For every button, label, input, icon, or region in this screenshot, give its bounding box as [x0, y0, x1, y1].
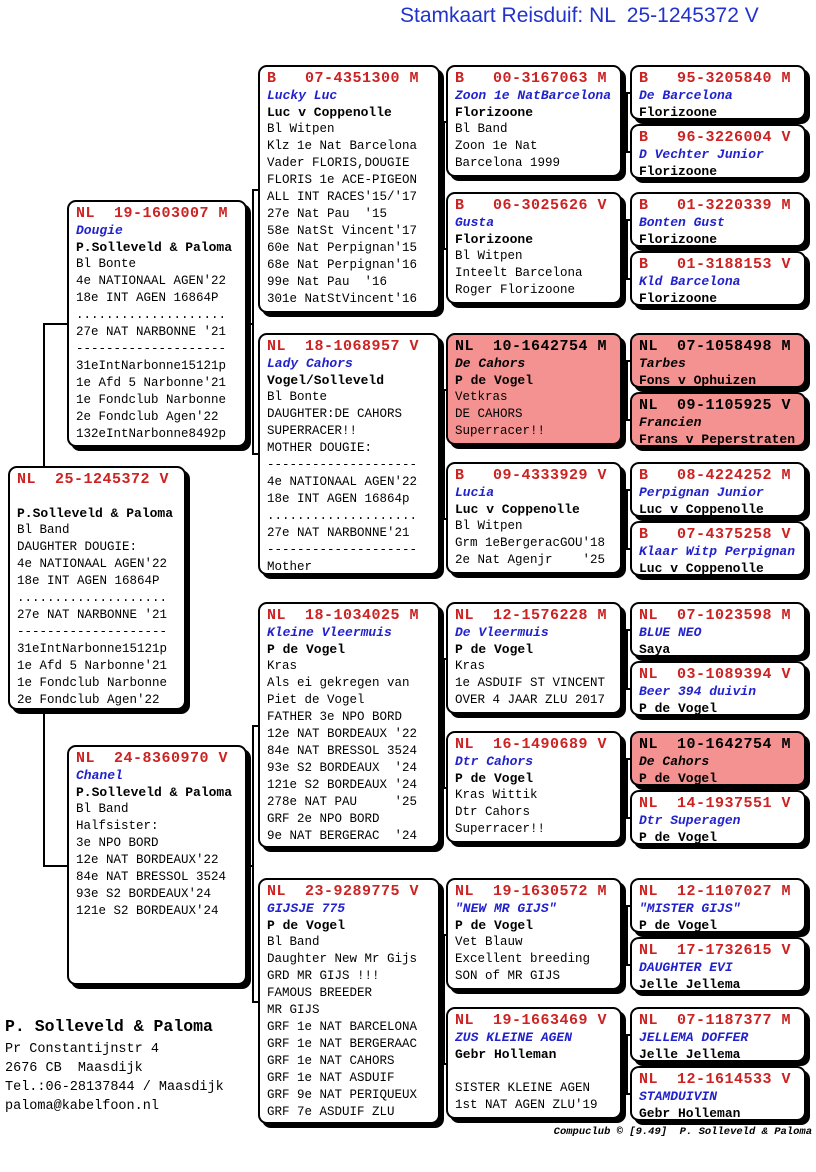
- note-line: 68e Nat Perpignan'16: [267, 258, 418, 272]
- pigeon-name: De Cahors: [455, 356, 526, 371]
- note-line: 1st NAT AGEN ZLU'19: [455, 1098, 598, 1112]
- note-line: 301e NatStVincent'16: [267, 292, 418, 306]
- ring-number: NL 12-1576228 M: [455, 607, 608, 624]
- note-line: GRF 1e NAT CAHORS: [267, 1054, 395, 1068]
- ring-number: B 06-3025626 V: [455, 197, 608, 214]
- box-stamduivin: [630, 1066, 806, 1121]
- pedigree-notes: [455, 658, 618, 709]
- pigeon-name: Klaar Witp Perpignan: [639, 544, 796, 559]
- fancier-name: Jelle Jellema: [639, 1047, 741, 1062]
- page-title: Stamkaart Reisduif: NL 25-1245372 V: [400, 4, 759, 27]
- connector-line: [622, 248, 626, 250]
- pigeon-name: Kleine Vleermuis: [267, 625, 392, 640]
- note-line: Inteelt Barcelona: [455, 266, 583, 280]
- note-line: Bl Band: [455, 122, 508, 136]
- fancier-name: Gebr Holleman: [639, 1106, 741, 1121]
- note-line: Excellent breeding: [455, 952, 591, 966]
- connector-line: [626, 489, 628, 548]
- pigeon-name: "MISTER GIJS": [639, 901, 741, 916]
- note-line: Bl Witpen: [267, 122, 335, 136]
- fancier-name: Florizoone: [639, 291, 718, 306]
- fancier-name: Florizoone: [455, 232, 534, 247]
- fancier-name: P de Vogel: [267, 918, 346, 933]
- pigeon-name: De Barcelona: [639, 88, 733, 103]
- connector-line: [622, 548, 630, 550]
- note-line: 1e Fondclub Narbonne: [76, 393, 227, 407]
- ring-number: NL 17-1732615 V: [639, 942, 792, 959]
- box-de-cahors: [446, 333, 622, 445]
- note-line: 4e NATIONAAL AGEN'22: [17, 557, 168, 571]
- connector-line: [622, 1034, 630, 1036]
- note-line: 4e NATIONAAL AGEN'22: [267, 475, 418, 489]
- note-line: 27e Nat Pau '15: [267, 207, 388, 221]
- note-line: SISTER KLEINE AGEN: [455, 1081, 591, 1095]
- note-line: 2676 CB Maasdijk: [5, 1061, 143, 1076]
- ring-number: B 95-3205840 M: [639, 70, 792, 87]
- pigeon-name: Lady Cahors: [267, 356, 353, 371]
- fancier-name: Luc v Coppenolle: [455, 502, 580, 517]
- fancier-name: Luc v Coppenolle: [639, 502, 764, 517]
- note-line: Kras: [455, 659, 486, 673]
- box-jellema-doffer: [630, 1007, 806, 1062]
- note-line: DE CAHORS: [455, 407, 523, 421]
- note-line: Vetkras: [455, 390, 508, 404]
- pigeon-name: D Vechter Junior: [639, 147, 764, 162]
- box-gusta: [446, 192, 622, 304]
- connector-line: [443, 389, 445, 518]
- pedigree-notes: [455, 1063, 618, 1114]
- note-line: 58e NatSt Vincent'17: [267, 224, 418, 238]
- box-new-mr-gijs: [446, 878, 622, 990]
- note-line: 121e S2 BORDEAUX'24: [76, 904, 219, 918]
- note-line: MOTHER DOUGIE:: [267, 441, 373, 455]
- pigeon-name: Tarbes: [639, 356, 686, 371]
- note-line: ....................: [76, 308, 227, 322]
- connector-line: [440, 189, 443, 191]
- pigeon-name: Beer 394 duivin: [639, 684, 757, 699]
- ring-number: NL 03-1089394 V: [639, 666, 792, 683]
- pigeon-name: Francien: [639, 415, 702, 430]
- note-line: Bl Witpen: [455, 249, 523, 263]
- pedigree-notes: [76, 256, 243, 443]
- connector-line: [622, 92, 630, 94]
- connector-line: [622, 758, 630, 760]
- note-line: MR GIJS: [267, 1003, 320, 1017]
- fancier-name: P.Solleveld & Paloma: [17, 506, 174, 521]
- connector-line: [622, 629, 630, 631]
- box-de-vleermuis: [446, 602, 622, 714]
- connector-line: [43, 323, 45, 466]
- connector-line: [622, 219, 630, 221]
- ring-number: NL 09-1105925 V: [639, 397, 792, 414]
- connector-line: [440, 725, 443, 727]
- fancier-name: Florizoone: [639, 105, 718, 120]
- connector-line: [443, 658, 445, 787]
- box-lucky-luc: [258, 65, 440, 313]
- pedigree-notes: [455, 121, 618, 172]
- note-line: Piet de Vogel: [267, 693, 365, 707]
- note-line: --------------------: [17, 625, 168, 639]
- ring-number: NL 07-1023598 M: [639, 607, 792, 624]
- ring-number: B 01-3188153 V: [639, 256, 792, 273]
- ring-number: B 01-3220339 M: [639, 197, 792, 214]
- ring-number: NL 16-1490689 V: [455, 736, 608, 753]
- box-daughter-evi: [630, 937, 806, 992]
- pedigree-notes: [455, 389, 618, 440]
- box-lucia: [446, 462, 622, 574]
- pigeon-name: STAMDUIVIN: [639, 1089, 718, 1104]
- ring-number: NL 10-1642754 M: [639, 736, 792, 753]
- note-line: Kras: [267, 659, 298, 673]
- pedigree-notes: [267, 934, 436, 1121]
- pigeon-name: De Cahors: [639, 754, 710, 769]
- note-line: 12e NAT BORDEAUX '22: [267, 727, 418, 741]
- fancier-name: P de Vogel: [639, 830, 718, 845]
- ring-number: NL 10-1642754 M: [455, 338, 608, 355]
- pigeon-name: Dougie: [76, 223, 123, 238]
- box-lady-cahors: [258, 333, 440, 575]
- box-bonten-gust: [630, 192, 806, 247]
- box-tarbes: [630, 333, 806, 388]
- connector-line: [252, 725, 254, 1001]
- connector-line: [622, 419, 630, 421]
- connector-line: [626, 1034, 628, 1093]
- ring-number: NL 23-9289775 V: [267, 883, 420, 900]
- ring-number: B 07-4351300 M: [267, 70, 420, 87]
- note-line: ALL INT RACES'15/'17: [267, 190, 418, 204]
- connector-line: [626, 758, 628, 817]
- pigeon-name: "NEW MR GIJS": [455, 901, 557, 916]
- note-line: GRF 1e NAT BARCELONA: [267, 1020, 418, 1034]
- note-line: GRF 1e NAT BERGERAAC: [267, 1037, 418, 1051]
- note-line: Bl Band: [267, 935, 320, 949]
- fancier-name: P de Vogel: [639, 918, 718, 933]
- footer-credit: Compuclub © [9.49] P. Solleveld & Paloma: [553, 1126, 812, 1138]
- pedigree-notes: [455, 518, 618, 569]
- ring-number: NL 14-1937551 V: [639, 795, 792, 812]
- pedigree-notes: [455, 934, 618, 985]
- ring-number: NL 18-1034025 M: [267, 607, 420, 624]
- note-line: 121e S2 BORDEAUX '24: [267, 778, 418, 792]
- connector-line: [440, 1001, 443, 1003]
- note-line: --------------------: [76, 342, 227, 356]
- pigeon-name: Lucky Luc: [267, 88, 338, 103]
- owner-name: P. Solleveld & Paloma: [5, 1017, 213, 1036]
- connector-line: [43, 323, 67, 325]
- note-line: Dtr Cahors: [455, 805, 531, 819]
- box-d-vechter-junior: [630, 124, 806, 179]
- note-line: 93e S2 BORDEAUX'24: [76, 887, 212, 901]
- fancier-name: P.Solleveld & Paloma: [76, 240, 233, 255]
- fancier-name: Luc v Coppenolle: [267, 105, 392, 120]
- box-kld-barcelona: [630, 251, 806, 306]
- pigeon-name: Bonten Gust: [639, 215, 725, 230]
- box-mister-gijs: [630, 878, 806, 933]
- note-line: 84e NAT BRESSOL 3524: [267, 744, 418, 758]
- note-line: Barcelona 1999: [455, 156, 561, 170]
- note-line: ....................: [267, 509, 418, 523]
- ring-number: NL 12-1107027 M: [639, 883, 792, 900]
- note-line: Superracer!!: [455, 822, 546, 836]
- note-line: 3e NPO BORD: [76, 836, 159, 850]
- fancier-name: P de Vogel: [267, 642, 346, 657]
- pigeon-name: Lucia: [455, 485, 495, 500]
- note-line: 2e Fondclub Agen'22: [76, 410, 219, 424]
- pigeon-name: De Vleermuis: [455, 625, 549, 640]
- box-zoon-1e-natbarcelona: [446, 65, 622, 177]
- fancier-name: Florizoone: [455, 105, 534, 120]
- fancier-name: Frans v Peperstraten: [639, 432, 796, 447]
- pedigree-notes: [455, 787, 618, 838]
- note-line: GRF 2e NPO BORD: [267, 812, 380, 826]
- connector-line: [247, 323, 252, 325]
- box-chanel: [67, 745, 247, 985]
- ring-number: B 96-3226004 V: [639, 129, 792, 146]
- note-line: 27e NAT NARBONNE '21: [76, 325, 227, 339]
- ring-number: B 08-4224252 M: [639, 467, 792, 484]
- note-line: --------------------: [267, 543, 418, 557]
- box-beer-394-duivin: [630, 661, 806, 716]
- box-subject: [8, 466, 186, 710]
- ring-number: B 07-4375258 V: [639, 526, 792, 543]
- connector-line: [622, 518, 626, 520]
- note-line: 18e INT AGEN 16864P: [76, 291, 219, 305]
- pigeon-name: GIJSJE 775: [267, 901, 346, 916]
- pedigree-notes: [455, 248, 618, 299]
- note-line: 31eIntNarbonne15121p: [76, 359, 227, 373]
- connector-line: [622, 389, 626, 391]
- ring-number: NL 24-8360970 V: [76, 750, 229, 767]
- box-blue-neo: [630, 602, 806, 657]
- connector-line: [622, 934, 626, 936]
- owner-block: [5, 1014, 224, 1116]
- note-line: [455, 1063, 618, 1080]
- note-line: GRF 9e NAT PERIQUEUX: [267, 1088, 418, 1102]
- note-line: 93e S2 BORDEAUX '24: [267, 761, 418, 775]
- note-line: 84e NAT BRESSOL 3524: [76, 870, 227, 884]
- box-gijsje-775: [258, 878, 440, 1124]
- fancier-name: P de Vogel: [639, 701, 718, 716]
- connector-line: [440, 453, 443, 455]
- note-line: Bl Witpen: [455, 519, 523, 533]
- box-zus-kleine-agen: [446, 1007, 622, 1119]
- note-line: 27e NAT NARBONNE'21: [267, 526, 410, 540]
- note-line: DAUGHTER:DE CAHORS: [267, 407, 403, 421]
- box-kleine-vleermuis: [258, 602, 440, 848]
- note-line: 9e NAT BERGERAC '24: [267, 829, 418, 843]
- note-line: DAUGHTER DOUGIE:: [17, 540, 138, 554]
- connector-line: [626, 92, 628, 151]
- connector-line: [622, 278, 630, 280]
- ring-number: NL 12-1614533 V: [639, 1071, 792, 1088]
- fancier-name: Jelle Jellema: [639, 977, 741, 992]
- connector-line: [622, 817, 630, 819]
- note-line: FLORIS 1e ACE-PIGEON: [267, 173, 418, 187]
- fancier-name: Luc v Coppenolle: [639, 561, 764, 576]
- pigeon-name: JELLEMA DOFFER: [639, 1030, 749, 1045]
- connector-line: [626, 360, 628, 419]
- connector-line: [622, 964, 630, 966]
- note-line: SUPERRACER!!: [267, 424, 358, 438]
- pigeon-name: DAUGHTER EVI: [639, 960, 733, 975]
- box-de-cahors-2: [630, 731, 806, 786]
- box-de-barcelona: [630, 65, 806, 120]
- box-perpignan-junior: [630, 462, 806, 517]
- note-line: 4e NATIONAAL AGEN'22: [76, 274, 227, 288]
- note-line: 2e Fondclub Agen'22: [17, 693, 160, 707]
- note-line: 31eIntNarbonne15121p: [17, 642, 168, 656]
- connector-line: [622, 787, 626, 789]
- pigeon-name: Dtr Cahors: [455, 754, 534, 769]
- note-line: Kras Wittik: [455, 788, 538, 802]
- connector-line: [622, 1063, 626, 1065]
- note-line: Daughter New Mr Gijs: [267, 952, 418, 966]
- note-line: 1e Afd 5 Narbonne'21: [17, 659, 168, 673]
- pigeon-name: Gusta: [455, 215, 495, 230]
- pigeon-name: [17, 488, 182, 505]
- ring-number: B 00-3167063 M: [455, 70, 608, 87]
- ring-number: NL 18-1068957 V: [267, 338, 420, 355]
- pigeon-name: Zoon 1e NatBarcelona: [455, 88, 612, 103]
- owner-address: [5, 1040, 224, 1116]
- pigeon-name: Kld Barcelona: [639, 274, 741, 289]
- pedigree-notes: [267, 121, 436, 308]
- fancier-name: Gebr Holleman: [455, 1047, 557, 1062]
- note-line: 278e NAT PAU '25: [267, 795, 418, 809]
- fancier-name: Fons v Ophuizen: [639, 373, 757, 388]
- note-line: 27e NAT NARBONNE '21: [17, 608, 168, 622]
- ring-number: B 09-4333929 V: [455, 467, 608, 484]
- note-line: Pr Constantijnstr 4: [5, 1042, 159, 1057]
- connector-line: [622, 905, 630, 907]
- fancier-name: P de Vogel: [455, 373, 534, 388]
- note-line: Grm 1eBergeracGOU'18: [455, 536, 606, 550]
- ring-number: NL 25-1245372 V: [17, 471, 170, 488]
- note-line: --------------------: [267, 458, 418, 472]
- fancier-name: Vogel/Solleveld: [267, 373, 385, 388]
- connector-line: [622, 121, 626, 123]
- note-line: Bl Band: [76, 802, 129, 816]
- connector-line: [626, 219, 628, 278]
- note-line: Bl Bonte: [267, 390, 328, 404]
- note-line: SON of MR GIJS: [455, 969, 561, 983]
- ring-number: NL 07-1187377 M: [639, 1012, 792, 1029]
- note-line: 60e Nat Perpignan'15: [267, 241, 418, 255]
- connector-line: [626, 905, 628, 964]
- fancier-name: Florizoone: [639, 164, 718, 179]
- connector-line: [443, 121, 445, 248]
- note-line: Tel.:06-28137844 / Maasdijk: [5, 1080, 224, 1095]
- connector-line: [43, 865, 67, 867]
- note-line: Zoon 1e Nat: [455, 139, 538, 153]
- note-line: ....................: [17, 591, 168, 605]
- connector-line: [252, 189, 254, 453]
- pedigree-notes: [267, 658, 436, 845]
- connector-line: [622, 360, 630, 362]
- note-line: 99e Nat Pau '16: [267, 275, 388, 289]
- connector-line: [247, 865, 252, 867]
- box-dtr-cahors: [446, 731, 622, 843]
- fancier-name: Florizoone: [639, 232, 718, 247]
- fancier-name: Saya: [639, 642, 671, 657]
- pigeon-name: Perpignan Junior: [639, 485, 764, 500]
- fancier-name: P.Solleveld & Paloma: [76, 785, 233, 800]
- note-line: Klz 1e Nat Barcelona: [267, 139, 418, 153]
- note-line: 132eIntNarbonne8492p: [76, 427, 227, 441]
- note-line: 18e INT AGEN 16864P: [17, 574, 160, 588]
- note-line: FAMOUS BREEDER: [267, 986, 373, 1000]
- pigeon-name: Chanel: [76, 768, 123, 783]
- note-line: Roger Florizoone: [455, 283, 576, 297]
- ring-number: NL 19-1603007 M: [76, 205, 229, 222]
- pedigree-notes: [76, 801, 243, 920]
- note-line: 1e Afd 5 Narbonne'21: [76, 376, 227, 390]
- note-line: FATHER 3e NPO BORD: [267, 710, 403, 724]
- pedigree-notes: [17, 522, 182, 709]
- connector-line: [443, 934, 445, 1063]
- ring-number: NL 19-1663469 V: [455, 1012, 608, 1029]
- note-line: Vader FLORIS,DOUGIE: [267, 156, 410, 170]
- fancier-name: P de Vogel: [639, 771, 718, 786]
- connector-line: [622, 658, 626, 660]
- connector-line: [43, 710, 45, 865]
- pigeon-name: BLUE NEO: [639, 625, 702, 640]
- note-line: 1e Fondclub Narbonne: [17, 676, 168, 690]
- pigeon-name: ZUS KLEINE AGEN: [455, 1030, 573, 1045]
- fancier-name: P de Vogel: [455, 642, 534, 657]
- connector-line: [622, 688, 630, 690]
- note-line: OVER 4 JAAR ZLU 2017: [455, 693, 606, 707]
- note-line: GRF 7e ASDUIF ZLU: [267, 1105, 395, 1119]
- fancier-name: P de Vogel: [455, 771, 534, 786]
- note-line: Als ei gekregen van: [267, 676, 410, 690]
- note-line: Superracer!!: [455, 424, 546, 438]
- note-line: GRD MR GIJS !!!: [267, 969, 380, 983]
- fancier-name: P de Vogel: [455, 918, 534, 933]
- note-line: Bl Bonte: [76, 257, 137, 271]
- note-line: 2e Nat Agenjr '25: [455, 553, 606, 567]
- connector-line: [622, 489, 630, 491]
- note-line: Mother: [267, 560, 313, 574]
- note-line: Vet Blauw: [455, 935, 523, 949]
- pigeon-name: Dtr Superagen: [639, 813, 741, 828]
- note-line: 18e INT AGEN 16864p: [267, 492, 410, 506]
- box-dtr-superagen: [630, 790, 806, 845]
- note-line: Bl Band: [17, 523, 70, 537]
- note-line: paloma@kabelfoon.nl: [5, 1099, 159, 1114]
- box-dougie: [67, 200, 247, 447]
- box-klaar-witp-perpignan: [630, 521, 806, 576]
- connector-line: [626, 629, 628, 688]
- connector-line: [622, 1093, 630, 1095]
- note-line: 1e ASDUIF ST VINCENT: [455, 676, 606, 690]
- box-francien: [630, 392, 806, 447]
- note-line: Halfsister:: [76, 819, 159, 833]
- ring-number: NL 07-1058498 M: [639, 338, 792, 355]
- pedigree-notes: [267, 389, 436, 575]
- ring-number: NL 19-1630572 M: [455, 883, 608, 900]
- connector-line: [622, 151, 630, 153]
- note-line: 12e NAT BORDEAUX'22: [76, 853, 219, 867]
- note-line: GRF 1e NAT ASDUIF: [267, 1071, 395, 1085]
